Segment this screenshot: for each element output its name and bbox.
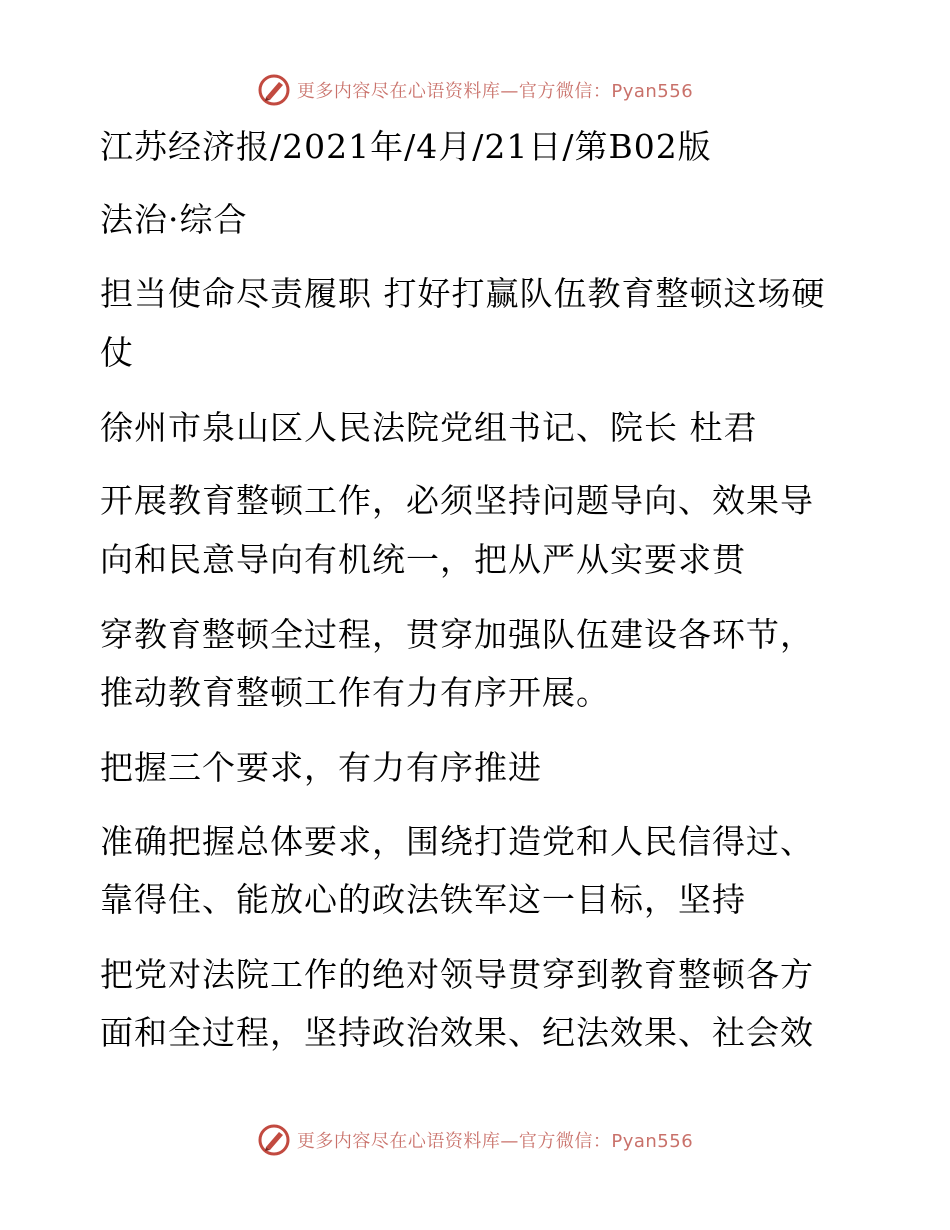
text-line-paragraph: 推动教育整顿工作有力有序开展。 — [100, 673, 610, 712]
watermark-text: 更多内容尽在心语资料库—官方微信：Pyan556 — [296, 81, 694, 102]
text-line-headline-1: 担当使命尽责履职 打好打赢队伍教育整顿这场硬 — [100, 274, 826, 313]
watermark-account: Pyan556 — [611, 81, 694, 102]
pen-seal-logo-icon — [257, 73, 291, 107]
watermark-text: 更多内容尽在心语资料库—官方微信：Pyan556 — [296, 1131, 694, 1152]
text-line-byline: 徐州市泉山区人民法院党组书记、院长 杜君 — [100, 408, 758, 447]
text-line-paragraph: 开展教育整顿工作，必须坚持问题导向、效果导 — [100, 481, 814, 520]
watermark-account: Pyan556 — [611, 1131, 694, 1152]
text-line-paragraph: 准确把握总体要求，围绕打造党和人民信得过、 — [100, 822, 814, 861]
text-line-paragraph: 穿教育整顿全过程，贯穿加强队伍建设各环节， — [100, 615, 814, 654]
text-line-paragraph: 靠得住、能放心的政法铁军这一目标，坚持 — [100, 880, 746, 919]
text-line-paragraph: 向和民意导向有机统一，把从严从实要求贯 — [100, 540, 746, 579]
text-line-source: 江苏经济报/2021年/4月/21日/第B02版 — [100, 127, 712, 166]
footer-watermark — [0, 1120, 950, 1160]
text-line-subheading: 把握三个要求，有力有序推进 — [100, 748, 542, 787]
pen-seal-logo-icon — [257, 1123, 291, 1157]
header-watermark — [0, 70, 950, 110]
text-line-paragraph: 把党对法院工作的绝对领导贯穿到教育整顿各方 — [100, 955, 814, 994]
text-line-headline-2: 仗 — [100, 333, 134, 372]
text-line-section: 法治·综合 — [100, 200, 248, 239]
text-line-paragraph: 面和全过程，坚持政治效果、纪法效果、社会效 — [100, 1013, 814, 1052]
